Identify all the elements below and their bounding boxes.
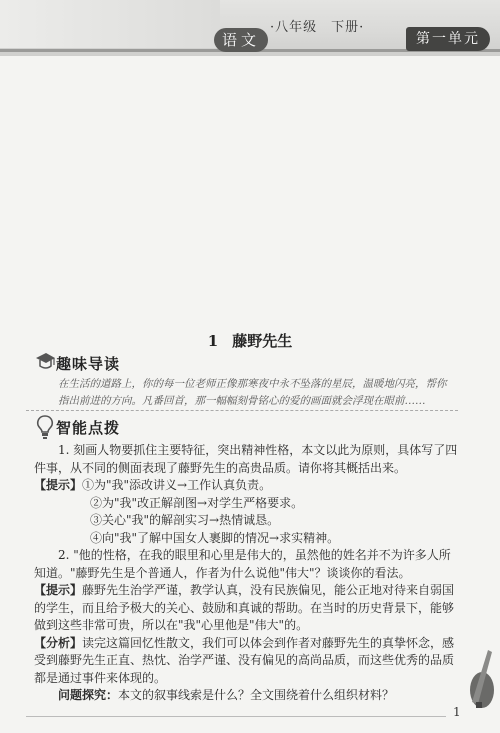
section-fun-text: 在生活的道路上，你的每一位老师正像那寒夜中永不坠落的星辰，温暖地闪亮，帮你指出前进的方向。凡番回首，那一幅幅刻骨铭心的爱的画面就会浮现在眼前…… — [58, 378, 447, 407]
section-fun-label: 趣味导读 — [56, 355, 121, 373]
explore — [34, 687, 458, 705]
hint-1 — [34, 477, 458, 495]
analysis-tag: 【分析】 — [34, 635, 83, 650]
header-decoration — [0, 0, 220, 48]
hint-1-item: ①为"我"添改讲义→工作认真负责。 — [82, 478, 272, 492]
article-title — [0, 330, 500, 351]
hint-1-item: ③关心"我"的解剖实习→热情诚恳。 — [90, 513, 280, 527]
hint-1-item: ②为"我"改正解剖图→对学生严格要求。 — [90, 495, 304, 510]
section-fun-heading — [34, 350, 174, 374]
hint-2-text: 藤野先生治学严谨，教学认真，没有民族偏见，能公正地对待来自弱国的学生，而且给予极大的关心、鼓励和真诚的帮助。在当时的历史背景下，能够做到这些非常可贵，所以在"我"心里他是"伟大"的。 — [34, 583, 455, 632]
quill-decoration-icon — [462, 640, 496, 710]
hint-1-tag: 【提示】 — [34, 478, 83, 492]
article-title-text: 藤野先生 — [232, 332, 293, 350]
page-header — [0, 0, 500, 56]
explore-text: 本文的叙事线索是什么？全文围绕着什么组织材料？ — [118, 688, 395, 702]
question-1: 1. 刻画人物要抓住主要特征，突出精神性格，本文以此为原则，具体写了四件事，从不同的侧面表现了藤野先生的高贵品质。请你将其概括出来。 — [34, 443, 458, 475]
hint-2-tag: 【提示】 — [34, 583, 83, 597]
lightbulb-icon — [34, 414, 56, 440]
section-skill-body — [34, 442, 458, 705]
section-skill-label: 智能点拨 — [56, 419, 121, 437]
analysis — [34, 635, 458, 688]
section-skill-heading — [34, 414, 174, 438]
mortarboard-icon — [34, 350, 56, 374]
grade-label: ·八年级 下册· — [270, 20, 365, 35]
article-number: 1 — [207, 332, 219, 350]
analysis-text: 读完这篇回忆性散文，我们可以体会到作者对藤野先生的真挚怀念，感受到藤野先生正直、热忱、治学严谨、没有偏见的高尚品质，而这些优秀的品质都是通过事件来体现的。 — [34, 635, 455, 685]
page-number: 1 — [453, 705, 461, 719]
footer-rule — [26, 716, 446, 717]
explore-tag: 问题探究： — [58, 688, 119, 702]
subject-badge: 语文 — [214, 28, 268, 52]
hint-2 — [34, 582, 458, 635]
hint-1-item: ④向"我"了解中国女人裹脚的情况→求实精神。 — [90, 530, 340, 545]
unit-badge: 第一单元 — [406, 27, 490, 51]
question-2: 2. "他的性格，在我的眼里和心里是伟大的，虽然他的姓名并不为许多人所知道。"藤野先生是个普通人，作者为什么说他"伟大"？谈谈你的看法。 — [34, 548, 451, 580]
section-divider — [26, 410, 458, 411]
